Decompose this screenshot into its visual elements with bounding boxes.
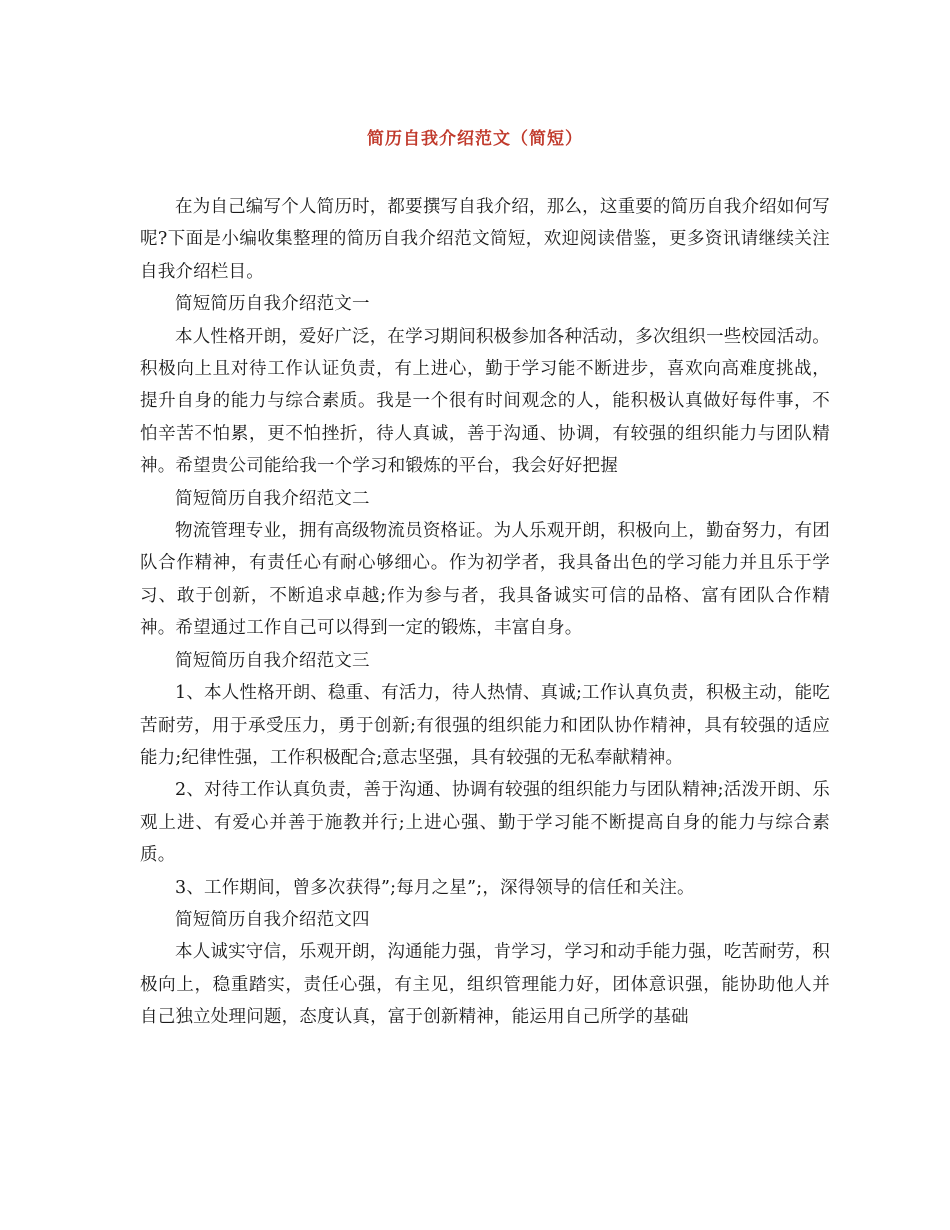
section-2-paragraph-1: 物流管理专业，拥有高级物流员资格证。为人乐观开朗，积极向上，勤奋努力，有团队合作精神，有责任心有耐心够细心。作为初学者，我具备出色的学习能力并且乐于学习、敢于创新，不断追求卓越;作为参与者，我具备诚实可信的品格、富有团队合作精神。希望通过工作自己可以得到一定的锻炼，丰富自身。 <box>140 521 830 639</box>
section-heading-2: 简短简历自我介绍范文二 <box>175 488 370 509</box>
section-heading-1: 简短简历自我介绍范文一 <box>175 294 370 315</box>
section-4-paragraph-1: 本人诚实守信，乐观开朗，沟通能力强，肯学习，学习和动手能力强，吃苦耐劳，积极向上，稳重踏实，责任心强，有主见，组织管理能力好，团体意识强，能协助他人并自己独立处理问题，态度认真，富于创新精神，能运用自己所学的基础 <box>140 942 830 1028</box>
document-title: 简历自我介绍范文（简短） <box>367 129 583 149</box>
section-1-paragraph-1: 本人性格开朗，爱好广泛，在学习期间积极参加各种活动，多次组织一些校园活动。积极向上且对待工作认证负责，有上进心，勤于学习能不断进步，喜欢向高难度挑战，提升自身的能力与综合素质。我是一个很有时间观念的人，能积极认真做好每件事，不怕辛苦不怕累，更不怕挫折，待人真诚，善于沟通、协调，有较强的组织能力与团队精神。希望贵公司能给我一个学习和锻炼的平台，我会好好把握 <box>140 326 830 477</box>
intro-paragraph: 在为自己编写个人简历时，都要撰写自我介绍，那么，这重要的简历自我介绍如何写呢?下面是小编收集整理的简历自我介绍范文简短，欢迎阅读借鉴，更多资讯请继续关注自我介绍栏目。 <box>140 197 830 282</box>
document-body <box>140 191 830 1034</box>
section-heading-4: 简短简历自我介绍范文四 <box>175 909 370 930</box>
section-3-paragraph-1: 1、本人性格开朗、稳重、有活力，待人热情、真诚;工作认真负责，积极主动，能吃苦耐劳，用于承受压力，勇于创新;有很强的组织能力和团队协作精神，具有较强的适应能力;纪律性强，工作积极配合;意志坚强，具有较强的无私奉献精神。 <box>140 683 830 768</box>
section-3-paragraph-3: 3、工作期间，曾多次获得”;每月之星”;，深得领导的信任和关注。 <box>175 877 695 898</box>
section-3-paragraph-2: 2、对待工作认真负责，善于沟通、协调有较强的组织能力与团队精神;活泼开朗、乐观上进、有爱心并善于施教并行;上进心强、勤于学习能不断提高自身的能力与综合素质。 <box>140 780 830 866</box>
section-heading-3: 简短简历自我介绍范文三 <box>175 650 370 671</box>
